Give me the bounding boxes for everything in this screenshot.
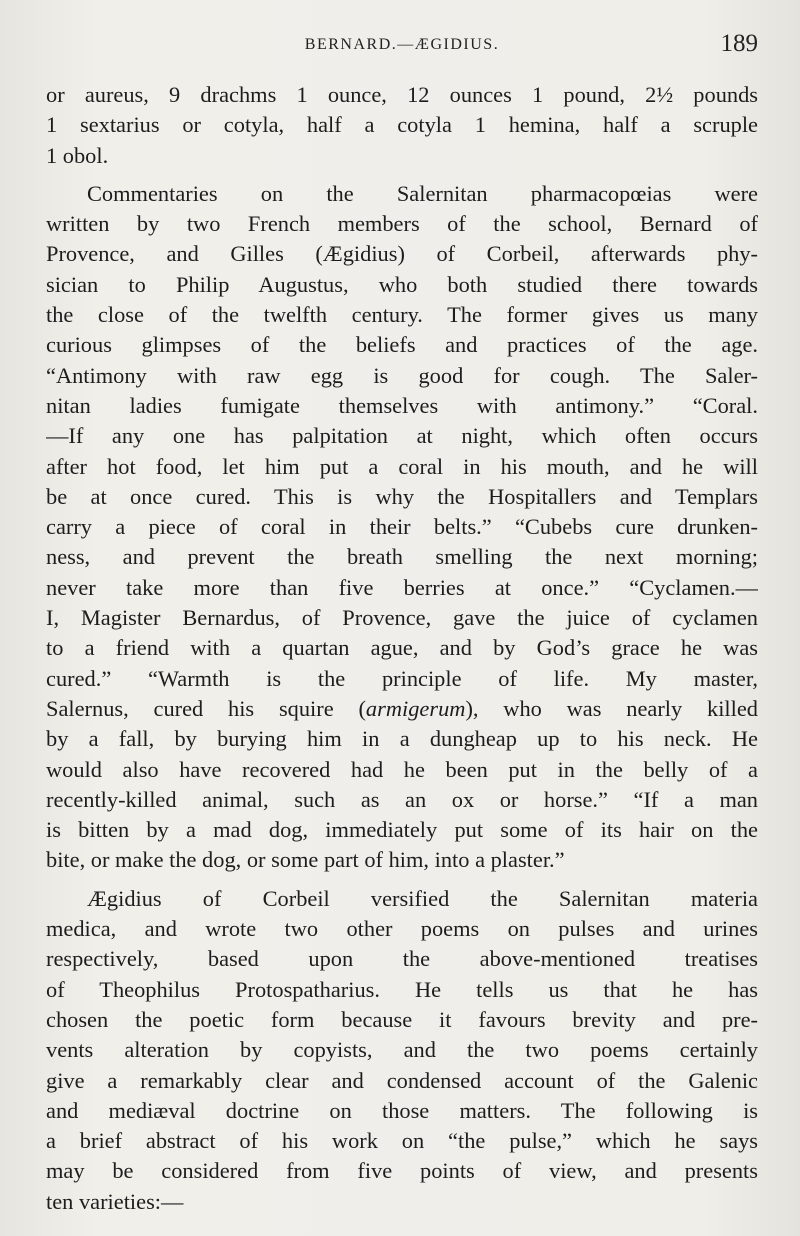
text-line: by a fall, by burying him in a dungheap up to his neck. He bbox=[46, 726, 758, 752]
text-line: ness, and prevent the breath smelling the next morning; bbox=[46, 544, 758, 570]
text-line: and mediæval doctrine on those matters. The following is bbox=[46, 1097, 758, 1123]
text-line: give a remarkably clear and condensed account of the Galenic bbox=[46, 1067, 758, 1093]
text-line: would also have recovered had he been put in the belly of a bbox=[46, 756, 758, 782]
text-line: is bitten by a mad dog, immediately put some of its hair on the bbox=[46, 817, 758, 843]
text-line: recently-killed animal, such as an ox or horse.” “If a man bbox=[46, 786, 758, 812]
text-line: vents alteration by copyists, and the two poems certainly bbox=[46, 1037, 758, 1063]
text-line-italic: Salernus, cured his squire (armigerum), who was nearly killed bbox=[46, 695, 758, 721]
text-line: be at once cured. This is why the Hospitallers and Templars bbox=[46, 483, 758, 509]
text-line: written by two French members of the school, Bernard of bbox=[46, 211, 758, 237]
page-number: 189 bbox=[720, 30, 758, 57]
text-line: cured.” “Warmth is the principle of life. My master, bbox=[46, 665, 758, 691]
running-head bbox=[46, 30, 758, 62]
text-line: carry a piece of coral in their belts.” “Cubebs cure drunken- bbox=[46, 514, 758, 540]
text-line: to a friend with a quartan ague, and by God’s grace he was bbox=[46, 635, 758, 661]
text-line: never take more than five berries at once.” “Cyclamen.— bbox=[46, 574, 758, 600]
paragraph-aegidius bbox=[46, 884, 758, 1217]
text-line: nitan ladies fumigate themselves with antimony.” “Coral. bbox=[46, 392, 758, 418]
text-line: Provence, and Gilles (Ægidius) of Corbeil, afterwards phy- bbox=[46, 241, 758, 267]
text-line: after hot food, let him put a coral in his mouth, and he will bbox=[46, 453, 758, 479]
paragraph-commentaries bbox=[46, 179, 758, 876]
body-text bbox=[46, 80, 758, 1217]
running-title: BERNARD.—ÆGIDIUS. bbox=[304, 36, 500, 53]
text-line: I, Magister Bernardus, of Provence, gave the juice of cyclamen bbox=[46, 605, 758, 631]
text-line: 1 sextarius or cotyla, half a cotyla 1 hemina, half a scruple bbox=[46, 112, 758, 138]
text-line: medica, and wrote two other poems on pulses and urines bbox=[46, 916, 758, 942]
text-line: respectively, based upon the above-mentioned treatises bbox=[46, 946, 758, 972]
text-line: may be considered from five points of view, and presents bbox=[46, 1158, 758, 1184]
text-line: 1 obol. bbox=[46, 142, 109, 168]
text-line: a brief abstract of his work on “the pulse,” which he says bbox=[46, 1128, 758, 1154]
text-line: —If any one has palpitation at night, which often occurs bbox=[46, 423, 758, 449]
text-line: Commentaries on the Salernitan pharmacopœias were bbox=[87, 180, 758, 206]
text-line: ten varieties:— bbox=[46, 1188, 184, 1214]
text-line: or aureus, 9 drachms 1 ounce, 12 ounces 1 pound, 2½ pounds bbox=[46, 82, 758, 107]
text-line: the close of the twelfth century. The former gives us many bbox=[46, 302, 758, 328]
text-line: curious glimpses of the beliefs and practices of the age. bbox=[46, 332, 758, 358]
text-line: sician to Philip Augustus, who both studied there towards bbox=[46, 271, 758, 297]
text-line: bite, or make the dog, or some part of him, into a plaster.” bbox=[46, 847, 565, 873]
text-line: chosen the poetic form because it favours brevity and pre- bbox=[46, 1006, 758, 1032]
text-line: Ægidius of Corbeil versified the Salernitan materia bbox=[87, 885, 758, 911]
text-line: of Theophilus Protospatharius. He tells us that he has bbox=[46, 976, 758, 1002]
text-line: “Antimony with raw egg is good for cough. The Saler- bbox=[46, 362, 758, 388]
paragraph-weights bbox=[46, 80, 758, 171]
